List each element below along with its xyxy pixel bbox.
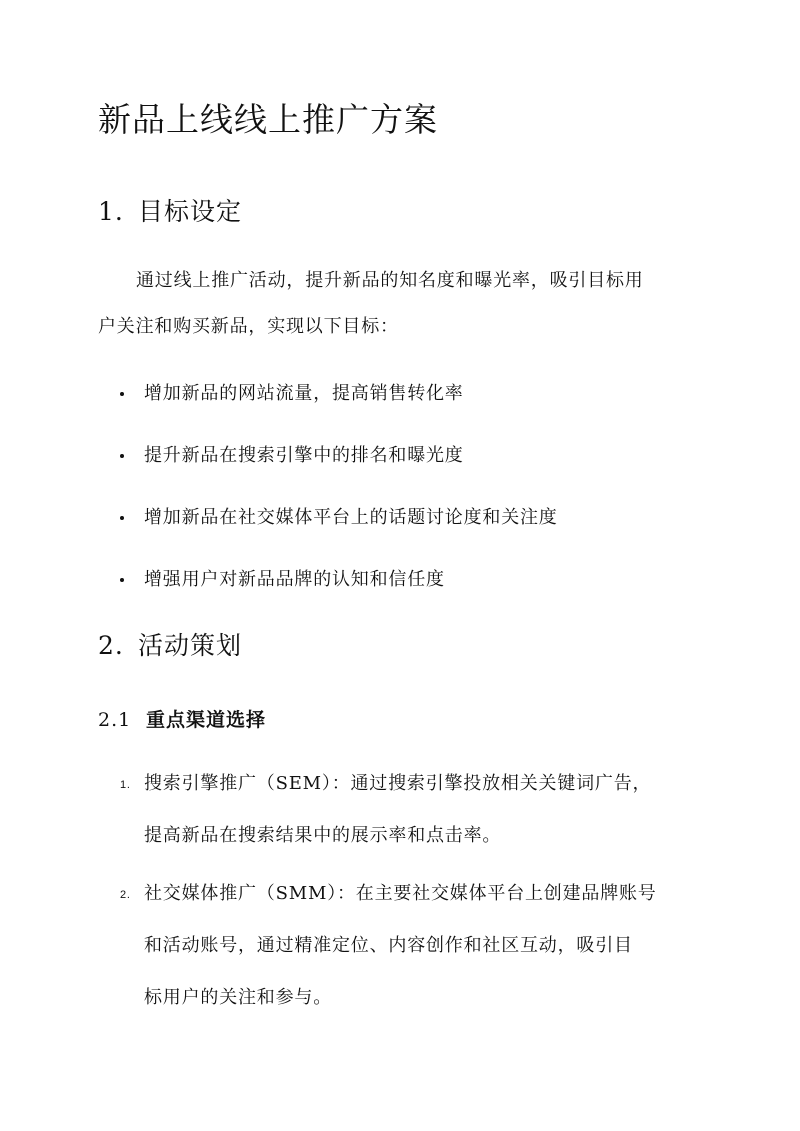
goal-bullet-text: 增加新品的网站流量，提高销售转化率 (144, 383, 464, 404)
list-marker: 2. (120, 889, 131, 901)
subsection-2-1-number: 2.1 (98, 709, 132, 731)
section-2-number: 2. (98, 631, 124, 660)
section-1-number: 1. (98, 197, 124, 226)
goal-bullet-text: 增强用户对新品品牌的认知和信任度 (144, 569, 445, 590)
bullet-dot-icon (120, 454, 124, 458)
channel-item-smm (98, 868, 702, 1024)
channel-item-line: 和活动账号，通过精准定位、内容创作和社区互动，吸引目 (144, 935, 633, 956)
bullet-dot-icon (120, 578, 124, 582)
goal-bullet-item (98, 566, 702, 628)
channel-item-line: 搜索引擎推广（SEM）：通过搜索引擎投放相关关键词广告， (144, 773, 652, 794)
section-2-title: 活动策划 (138, 631, 243, 660)
channel-item-line: 社交媒体推广（SMM）：在主要社交媒体平台上创建品牌账号 (144, 883, 657, 904)
section-2-heading (98, 628, 242, 664)
intro-line-1: 通过线上推广活动，提升新品的知名度和曝光率，吸引目标用 (136, 270, 644, 291)
subsection-2-1-heading (98, 706, 266, 734)
goal-bullet-text: 提升新品在搜索引擎中的排名和曝光度 (144, 445, 464, 466)
bullet-dot-icon (120, 392, 124, 396)
goal-bullet-list (98, 380, 702, 628)
bullet-dot-icon (120, 516, 124, 520)
document-title: 新品上线线上推广方案 (98, 100, 438, 139)
channel-item-line: 提高新品在搜索结果中的展示率和点击率。 (144, 825, 502, 846)
section-1-heading (98, 194, 242, 230)
channel-item-line: 标用户的关注和参与。 (144, 987, 332, 1008)
goal-bullet-text: 增加新品在社交媒体平台上的话题讨论度和关注度 (144, 507, 558, 528)
channel-list (98, 758, 702, 1030)
section-1-title: 目标设定 (138, 197, 243, 226)
goal-bullet-item (98, 380, 702, 442)
channel-item-sem (98, 758, 702, 862)
goal-bullet-item (98, 442, 702, 504)
list-marker: 1. (120, 779, 131, 791)
intro-line-2: 户关注和购买新品，实现以下目标： (98, 316, 399, 337)
goal-bullet-item (98, 504, 702, 566)
section-1-intro (98, 258, 702, 350)
subsection-2-1-title: 重点渠道选择 (146, 709, 267, 731)
